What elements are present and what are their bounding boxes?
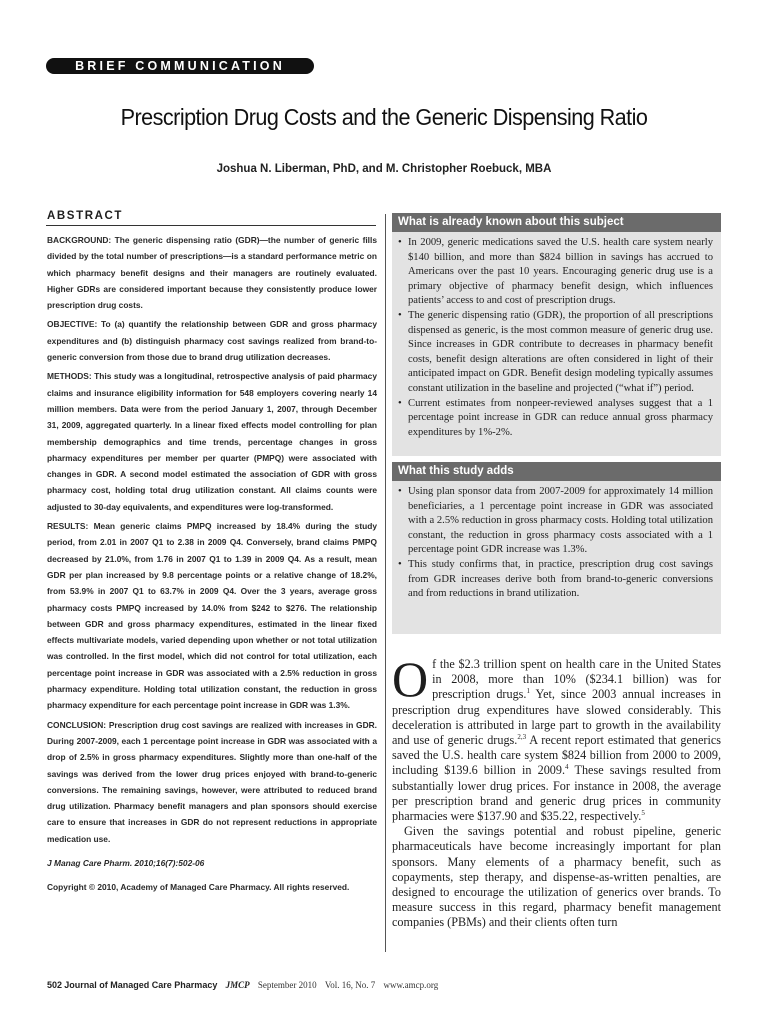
issue-volume: Vol. 16, No. 7 [324,980,376,990]
reference-marker: 5 [641,808,645,817]
body-text: f the $2.3 trillion spent on health care in the United States in 2008, more than 10% ($234.1 billion) was for prescription drugs. [432,657,721,702]
body-text: These savings resulted from substantially lower drug prices. For instance in 2008, the average per prescription brand and generic drug prices in community pharmacies were $137.90 and $35.22, respectively. [392,763,721,824]
journal-abbreviation: JMCP [225,980,250,990]
page-footer [47,980,438,990]
abstract-results: RESULTS: Mean generic claims PMPQ increased by 18.4% during the study period, from 2.01 in 2007 Q1 to 2.38 in 2009 Q4. Conversely, brand claims PMPQ decreased by 21.0%, from 1.76 in 2007 Q1 to 1.39 in 2009 Q4. As a result, mean GDR per plan increased by 9.8 percentage points or a relative change of 18.2%, from 53.9% in 2007 Q1 to 63.7% in 2009 Q4. Over the 3 years, average gross pharmacy costs PMPQ increased by 14.0% from $242 to $276. The relationship between GDR and gross pharmacy expenditures, estimated in the linear fixed effects multivariate models, varied depending upon whether or not total utilization was controlled. In the first model, which did not control for total utilization, each percentage point increase in GDR was associated with a 2.5% reduction in gross pharmacy expenditure. Holding total utilization constant, the reduction in gross pharmacy expenditure for each percentage point increase in GDR was 1.3%. [47,521,377,711]
body-text: Yet, since 2003 annual increases in prescription drug expenditures have slowed considerably. This deceleration is attributed in large part to growth in the availability and use of generic drugs. [392,687,722,748]
abstract-conclusion: CONCLUSION: Prescription drug cost savings are realized with increases in GDR. During 2007-2009, each 1 percentage point increase in GDR was associated with a drop of 2.5% in gross pharmacy expenditures. Slightly more than one-half of the savings was derived from the lower drug prices enjoyed with brand-to-generic conversions. The remaining savings, however, were attributed to reduced brand drug utilization. Pharmacy benefit managers and plan sponsors should exercise care to ensure that increases in GDR do not represent reductions in appropriate medication use. [47,719,377,844]
reference-marker: 2,3 [517,732,527,741]
known-subject-list [392,236,721,440]
body-paragraph-1 [392,651,722,824]
list-item: • The generic dispensing ratio (GDR), the proportion of all prescriptions dispensed as generic, is the most common measure of generic drug use. Since increases in GDR contribute to decreases in pharmacy benefit costs, benefit design alterations are often considered in light of their anticipated impact on GDR. Benefit design modeling typically assumes constant utilization in the baseline and projected (“what if”) period. [398,309,713,397]
study-adds-list [392,485,721,602]
abstract-background: BACKGROUND: The generic dispensing ratio (GDR)—the number of generic fills divided by the total number of prescriptions—is a standard performance metric on which pharmacy benefit designs and their managers are routinely evaluated. Higher GDRs are considered important because they consistently produce lower prescription drug costs. [47,235,377,311]
list-item: • Using plan sponsor data from 2007-2009 for approximately 14 million beneficiaries, a 1 percentage point increase in GDR was associated with a 2.5% reduction in gross pharmacy costs. Holding total utilization constant, the reduction in gross pharmacy costs associated with a 1 percentage point GDR increase was 1.3%. [398,485,713,558]
reference-marker: 1 [526,687,530,696]
abstract-body [47,232,377,899]
article-body [392,651,722,931]
study-adds-heading: What this study adds [392,462,721,481]
issue-date: September 2010 [257,980,317,990]
study-adds-box [392,462,721,634]
list-item: • Current estimates from nonpeer-reviewed analyses suggest that a 1 percentage point increase in GDR can reduce annual gross pharmacy expenditures by 1%-2%. [398,397,713,441]
known-subject-box [392,213,721,456]
journal-citation: J Manag Care Pharm. 2010;16(7):502-06 [47,857,205,868]
body-paragraph-2: Given the savings potential and robust pipeline, generic pharmaceuticals have become increasingly important for plan sponsors. Many elements of a pharmacy benefit, such as copayments, step therapy, and dispense-as-written penalties, are designed to encourage the utilization of generics over brands. To measure success in this regard, pharmacy benefit management companies (PBMs) and their clients often turn [392,824,721,930]
section-banner [46,58,314,74]
drop-cap: O [392,651,429,707]
column-divider [385,214,386,952]
list-item: • This study confirms that, in practice, prescription drug cost savings from GDR increases derive both from brand-to-generic conversions and from reductions in brand utilization. [398,558,713,602]
journal-url: www.amcp.org [383,980,439,990]
page-number: 502 [47,980,63,990]
article-title: Prescription Drug Costs and the Generic Dispensing Ratio [120,104,648,130]
abstract-methods: METHODS: This study was a longitudinal, retrospective analysis of paid pharmacy claims and insurance eligibility information for 548 employers covering nearly 14 million members. Data were from the period January 1, 2007, through December 31, 2009, aggregated quarterly. In a linear fixed effects model controlling for plan membership demographics and time trends, percentage changes in gross pharmacy expenditures per member per quarter (PMPQ) were associated with changes in GDR. A second model estimated the association of GDR with gross pharmacy cost, holding total drug utilization constant. All claims counts were adjusted to 30-day equivalents, and expenditures were log-transformed. [47,371,377,512]
list-item: • In 2009, generic medications saved the U.S. health care system nearly $140 billion, and more than $824 billion in savings has accrued to Americans over the past 10 years. Encouraging generic drug use is a primary objective of pharmacy benefit design, which influences patients’ access to and cost of prescription drugs. [398,236,713,309]
reference-marker: 4 [565,763,569,772]
journal-name: Journal of Managed Care Pharmacy [64,980,218,990]
copyright-notice: Copyright © 2010, Academy of Managed Care Pharmacy. All rights reserved. [47,882,350,893]
body-text: A recent report estimated that generics saved the U.S. health care system $824 billion from 2000 to 2009, including $139.6 billion in 2009. [392,733,721,778]
abstract-heading: ABSTRACT [47,210,124,222]
abstract-rule [46,225,376,226]
known-subject-heading: What is already known about this subject [392,213,721,232]
section-label: BRIEF COMMUNICATION [75,59,285,73]
abstract-objective: OBJECTIVE: To (a) quantify the relationship between GDR and gross pharmacy expenditures and (b) distinguish pharmacy cost savings realized from brand-to-generic conversion from those due to brand drug utilization decreases. [47,319,377,363]
article-authors: Joshua N. Liberman, PhD, and M. Christopher Roebuck, MBA [216,163,552,175]
